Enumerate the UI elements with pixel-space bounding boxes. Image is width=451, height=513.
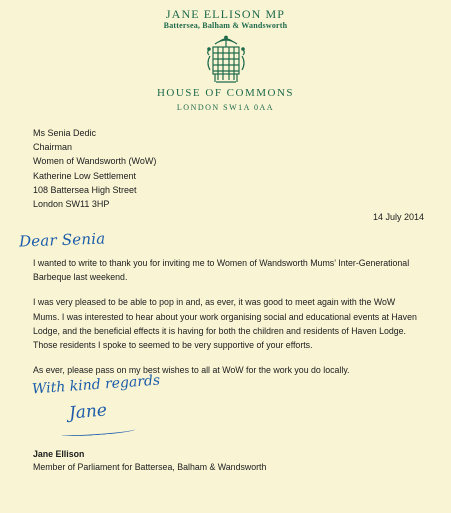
- recipient-address: [33, 126, 253, 211]
- signature-underline: [61, 426, 135, 437]
- house-name: HOUSE OF COMMONS: [156, 87, 295, 99]
- recipient-address-line: Katherine Low Settlement: [33, 170, 137, 181]
- body-paragraph: I was very pleased to be able to pop in and, as ever, it was good to meet again with the WoW Mums. I was interested to hear about your work organising social and educational events at Haven Lodge, and the beneficial effects it is having for both the children and residents of Haven Lodge. Those residents I spoke to seemed to be very supportive of your efforts.: [33, 297, 417, 351]
- portcullis-emblem: [0, 35, 451, 88]
- handwritten-signature: Jane: [68, 400, 108, 424]
- recipient-address-line: 108 Battersea High Street: [33, 184, 137, 195]
- body-paragraph: As ever, please pass on my best wishes to all at WoW for the work you do locally.: [33, 365, 350, 376]
- letter-date: 14 July 2014: [372, 212, 424, 222]
- letterhead: [0, 8, 451, 113]
- sender-role: Member of Parliament for Battersea, Balham & Wandsworth: [33, 462, 267, 472]
- handwritten-closing: With kind regards: [31, 372, 161, 398]
- constituency-line: Battersea, Balham & Wandsworth: [163, 21, 288, 30]
- sender-name: Jane Ellison: [33, 449, 85, 459]
- house-address: LONDON SW1A 0AA: [176, 103, 275, 112]
- recipient-title: Chairman: [33, 142, 73, 153]
- recipient-address-line: London SW11 3HP: [33, 199, 110, 210]
- letter-body: [33, 256, 423, 388]
- portcullis-icon: [205, 35, 247, 87]
- sender-block: [33, 448, 266, 474]
- handwritten-salutation: Dear Senia: [18, 229, 106, 251]
- recipient-organisation: Women of Wandsworth (WoW): [33, 156, 157, 167]
- recipient-name: Ms Senia Dedic: [33, 128, 97, 138]
- mp-name: JANE ELLISON MP: [165, 7, 286, 21]
- body-paragraph: I wanted to write to thank you for inviting me to Women of Wandsworth Mums’ Inter-Generational Barbeque last weekend.: [33, 258, 410, 283]
